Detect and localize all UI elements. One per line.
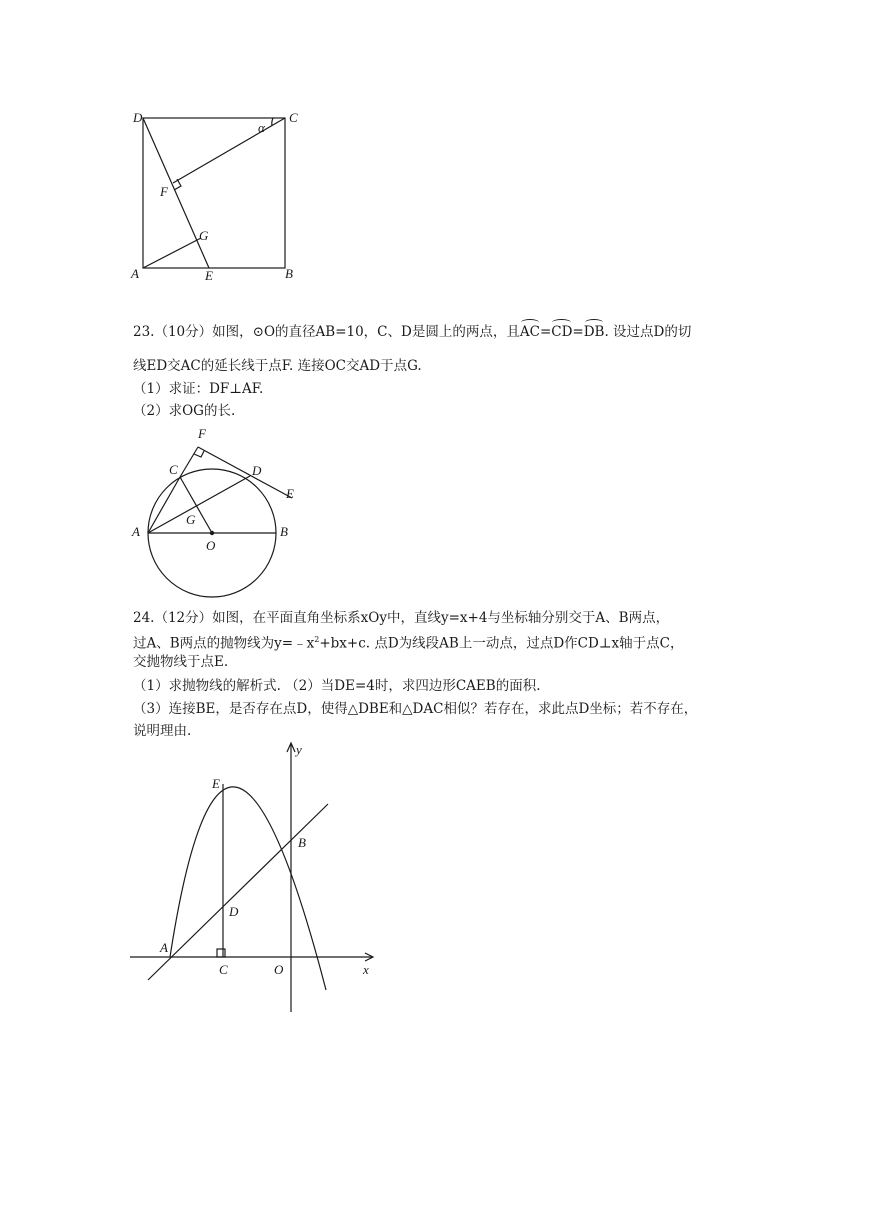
- q23-part2: （2）求OG的长.: [133, 403, 236, 419]
- q23-part1: （1）求证：DF⊥AF.: [133, 381, 264, 397]
- q24-part2: （3）连接BE，是否存在点D，使得△DBE和△DAC相似？若存在，求此点D坐标；若不存在，: [133, 701, 698, 717]
- label-F: F: [160, 184, 168, 199]
- q24-part3: 说明理由.: [133, 723, 192, 739]
- q24-exponent: 2: [314, 635, 320, 644]
- parabola-figure: [128, 740, 388, 1020]
- label-G: G: [199, 228, 209, 243]
- q24-line1: 24.（12分）如图，在平面直角坐标系xOy中，直线y=x+4与坐标轴分别交于A、B两点，: [133, 610, 670, 626]
- label-alpha: α: [258, 120, 265, 135]
- circle-figure: [128, 424, 328, 604]
- q23-eq2: =: [572, 324, 584, 340]
- q24-line2-pre: 过A、B两点的抛物线为y=﹣x: [133, 635, 315, 652]
- q24-line2: [133, 630, 683, 654]
- label-D: D: [252, 463, 262, 478]
- arc-cd: CD: [551, 324, 573, 340]
- label-A: A: [132, 524, 140, 539]
- label-F: F: [198, 426, 206, 441]
- label-C: C: [219, 962, 228, 977]
- label-D: D: [133, 110, 143, 125]
- arc-ac: AC: [519, 324, 540, 340]
- q23-line1: [133, 322, 691, 342]
- label-A: A: [160, 940, 168, 955]
- q24-line3: 交抛物线于点E.: [133, 654, 229, 670]
- label-B: B: [285, 266, 293, 281]
- label-y: y: [296, 742, 302, 757]
- label-E: E: [205, 268, 213, 283]
- q23-line1-post: . 设过点D的切: [604, 324, 692, 340]
- label-D: D: [229, 904, 239, 919]
- label-B: B: [280, 524, 288, 539]
- label-E: E: [286, 486, 294, 501]
- label-C: C: [169, 462, 178, 477]
- label-O: O: [206, 538, 216, 553]
- square-figure: [125, 108, 315, 283]
- label-G: G: [186, 512, 196, 527]
- q23-line2: 线ED交AC的延长线于点F. 连接OC交AD于点G.: [133, 358, 422, 374]
- label-E: E: [212, 776, 220, 791]
- q24-part1: （1）求抛物线的解析式. （2）当DE=4时，求四边形CAEB的面积.: [133, 678, 541, 694]
- label-x: x: [363, 962, 369, 977]
- q23-line1-pre: 23.（10分）如图，⊙O的直径AB=10，C、D是圆上的两点，且: [133, 324, 520, 340]
- arc-db: DB: [583, 324, 605, 340]
- label-A: A: [131, 266, 139, 281]
- label-B: B: [298, 835, 306, 850]
- q23-eq1: =: [539, 324, 552, 340]
- label-O: O: [274, 962, 284, 977]
- label-C: C: [289, 110, 298, 125]
- q24-line2-post: +bx+c. 点D为线段AB上一动点，过点D作CD⊥x轴于点C，: [319, 635, 684, 652]
